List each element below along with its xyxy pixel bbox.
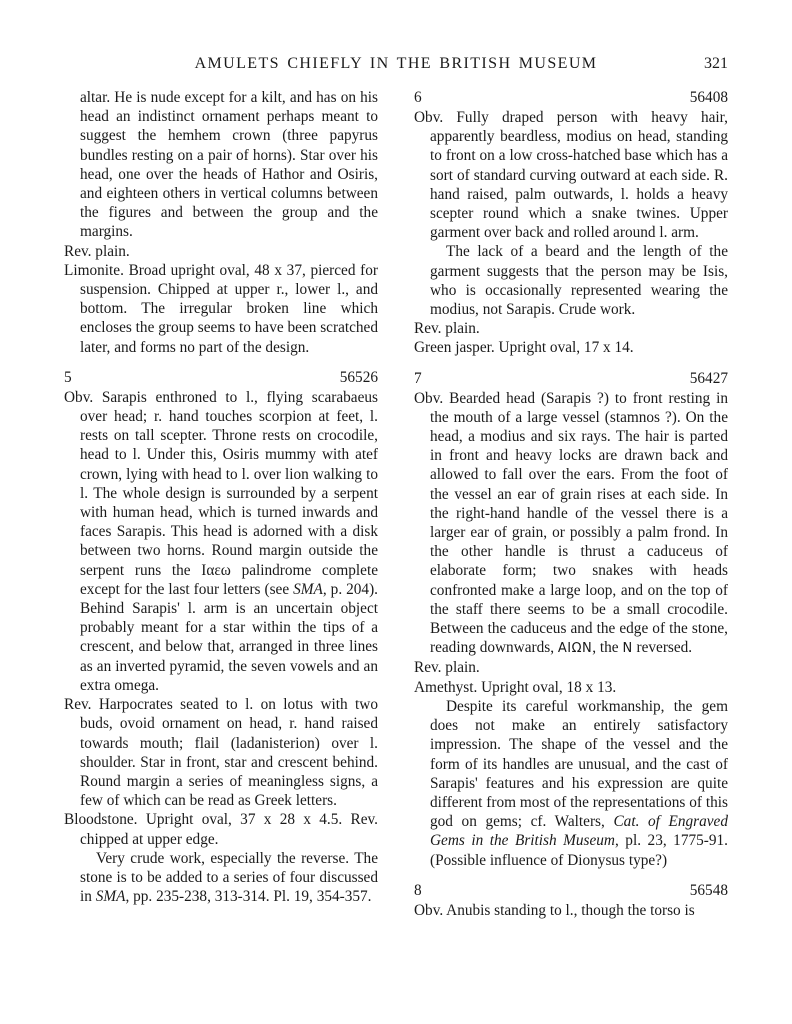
greek-letter-n: Ν <box>622 641 633 657</box>
item4-obv-continuation: altar. He is nude except for a kilt, and has on his head an indistinct ornament perhaps meant to suggest the hemhem crown (three papyrus bundles resting on a pair of horns). Star over his head, one over the heads of Hathor and Osiris, and eighteen others in vertical columns between the figures and between the group and the margins. <box>80 89 378 241</box>
item7-number: 7 <box>414 369 422 387</box>
item8-catalog-number: 56548 <box>689 881 728 899</box>
item5-catalog-number: 56526 <box>339 368 378 386</box>
item6-comment: The lack of a beard and the length of the garment suggests that the person may be Isis, who is occasionally represented wearing the modius, not Sarapis. Crude work. <box>430 243 728 319</box>
item7-heading <box>414 369 728 389</box>
running-title: AMULETS CHIEFLY IN THE BRITISH MUSEUM <box>194 55 598 72</box>
item5-obv <box>64 388 378 695</box>
item7-obv-text-3: reversed. <box>636 639 693 657</box>
item7-comment-text-2: , pl. 23, 1775-91. (Possible influence of Dionysus type?) <box>430 832 728 869</box>
item4-rev: Rev. plain. <box>64 242 130 260</box>
item7-comment-text-1: Despite its careful workmanship, the gem does not make an entirely satisfactory impression. The shape of the vessel and the form of its handles are unusual, and the cast of Sarapis' features and his expression are quite different from most of the representations of this god on gems; cf. Walters, <box>430 697 728 831</box>
item6-catalog-number: 56408 <box>689 89 728 106</box>
item7-rev: Rev. plain. <box>414 659 480 677</box>
item6-heading <box>414 88 728 108</box>
item6-rev: Rev. plain. <box>414 320 480 338</box>
item7-material: Amethyst. Upright oval, 18 x 13. <box>414 678 617 696</box>
item5-number: 5 <box>64 368 72 386</box>
page-number: 321 <box>704 55 728 72</box>
walters-catalogue-citation: Cat. of Engraved Gems in the British Museum <box>430 813 728 850</box>
greek-word-aion: ΑΙΩΝ <box>557 641 593 657</box>
item5-comment-text-1: Very crude work, especially the reverse. The stone is to be added to a series of four discussed in <box>80 849 378 906</box>
item5-obv-text-3: , p. 204). Behind Sarapis' l. arm is an uncertain object probably meant for a star within the tips of a crescent, and below that, arranged in three lines as an inverted pyramid, the seven vowels and an extra omega. <box>80 580 378 694</box>
item7-catalog-number: 56427 <box>689 369 728 387</box>
item5-rev: Rev. Harpocrates seated to l. on lotus with two buds, ovoid ornament on head, r. hand raised towards mouth; flail (ladanisterion) over l. shoulder. Star in front, star and crescent behind. Round margin a series of meaningless signs, a few of which can be read as Greek letters. <box>64 696 378 810</box>
item8-heading <box>414 881 728 901</box>
running-head <box>64 52 728 76</box>
item6-material: Green jasper. Upright oval, 17 x 14. <box>414 339 634 357</box>
right-column <box>414 88 728 920</box>
item5-comment-text-2: , pp. 235-238, 313-314. Pl. 19, 354-357. <box>125 888 372 906</box>
sma-citation: SMA <box>293 580 323 598</box>
item5-comment <box>64 849 378 907</box>
greek-word-iaeo: Ιαεω <box>201 561 231 579</box>
item5-obv-text-1: Obv. Sarapis enthroned to l., flying scarabaeus over head; r. hand touches scorpion at feet, l. rests on tall scepter. Throne rests on crocodile, head to l. Under this, Osiris mummy with atef crown, lying with head to l. over lion walking to l. The whole design is surrounded by a serpent with human head, which is turned inwards and faces Sarapis. This head is adorned with a disk between two horns. Round margin outside the serpent runs the <box>64 388 378 579</box>
item6-number: 6 <box>414 89 422 106</box>
item8-number: 8 <box>414 881 422 899</box>
item4-material: Limonite. Broad upright oval, 48 x 37, pierced for suspension. Chipped at upper r., lower l., and bottom. The irregular broken line which encloses the group seems to have been scratched later, and forms no part of the design. <box>64 261 378 356</box>
item7-obv <box>414 389 728 659</box>
item7-obv-text-2: , the <box>592 639 619 657</box>
item5-obv-text-2: palindrome complete except for the last four letters (see <box>80 561 378 598</box>
item5-material: Bloodstone. Upright oval, 37 x 28 x 4.5. Rev. chipped at upper edge. <box>64 811 378 848</box>
sma-citation-2: SMA <box>95 888 126 906</box>
item7-obv-text-1: Obv. Bearded head (Sarapis ?) to front resting in the mouth of a large vessel (stamnos ?). On the head, a modius and six rays. The hair is parted in front and heavy locks are drawn back and allowed to fall over the ears. From the foot of the vessel an ear of grain rises at each side. In the right-hand handle of the vessel there is a larger ear of grain, or possibly a palm frond. In the other handle is thrust a caduceus of elaborate form; two snakes with heads confronted make a large loop, and on the top of the staff there seems to be a small crocodile. Between the caduceus and the edge of the stone, reading downwards, <box>414 389 728 657</box>
item5-heading <box>64 368 378 388</box>
item6-obv: Obv. Fully draped person with heavy hair, apparently beardless, modius on head, standing to front on a low cross-hatched base which has a sort of standard curving outward at each side. R. hand raised, palm outwards, l. holds a heavy scepter round which a snake twines. Upper garment over back and rolled around l. arm. <box>414 109 728 242</box>
left-column <box>64 88 378 906</box>
item7-comment <box>414 697 728 870</box>
item8-obv: Obv. Anubis standing to l., though the torso is <box>414 901 695 919</box>
